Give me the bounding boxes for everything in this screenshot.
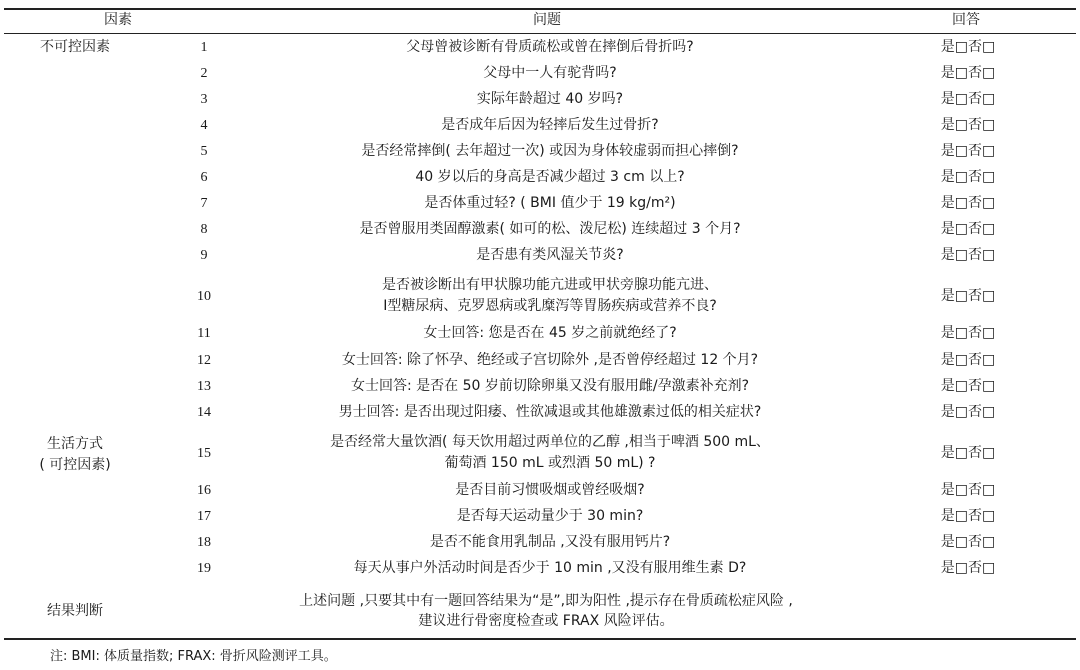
question-text: 父母中一人有驼背吗? (483, 65, 617, 81)
question-text: 是否经常摔倒( 去年超过一次) 或因为身体较虚弱而担心摔倒? (361, 143, 739, 159)
category-result: 结果判断 (47, 603, 103, 619)
row-number: 13 (197, 379, 211, 394)
answer-checkboxes[interactable]: 是□否□ (940, 445, 996, 461)
question-text: 女士回答: 除了怀孕、绝经或子宫切除外 ,是否曾停经超过 12 个月? (341, 352, 759, 368)
answer-checkboxes[interactable]: 是□否□ (940, 560, 996, 576)
result-line-2: 建议进行骨密度检查或 FRAX 风险评估。 (418, 613, 674, 629)
answer-checkboxes[interactable]: 是□否□ (940, 352, 996, 368)
row-number: 8 (200, 222, 208, 237)
question-text: 是否患有类风湿关节炎? (476, 247, 624, 263)
header-factor: 因素 (104, 12, 132, 28)
answer-checkboxes[interactable]: 是□否□ (940, 404, 996, 420)
answer-checkboxes[interactable]: 是□否□ (940, 325, 996, 341)
bottom-rule (4, 638, 1076, 640)
row-number: 19 (197, 561, 211, 576)
row-number: 16 (197, 483, 211, 498)
question-text: 是否曾服用类固醇激素( 如可的松、泼尼松) 连续超过 3 个月? (359, 221, 741, 237)
row-number: 4 (200, 118, 208, 133)
question-text: 女士回答: 您是否在 45 岁之前就绝经了? (423, 325, 677, 341)
question-text: 是否体重过轻? ( BMI 值少于 19 kg/m²) (424, 195, 676, 211)
row-number: 1 (200, 40, 208, 55)
answer-checkboxes[interactable]: 是□否□ (940, 143, 996, 159)
row-number: 5 (200, 144, 208, 159)
row-number: 15 (197, 446, 211, 461)
question-text: 40 岁以后的身高是否减少超过 3 cm 以上? (415, 169, 685, 185)
answer-checkboxes[interactable]: 是□否□ (940, 169, 996, 185)
question-text: 每天从事户外活动时间是否少于 10 min ,又没有服用维生素 D? (353, 560, 747, 576)
row-number: 6 (200, 170, 208, 185)
question-text: Ⅰ型糖尿病、克罗恩病或乳糜泻等胃肠疾病或营养不良? (383, 298, 717, 314)
row-number: 7 (200, 196, 208, 211)
header-answer: 回答 (952, 12, 980, 28)
answer-checkboxes[interactable]: 是□否□ (940, 482, 996, 498)
header-question: 问题 (533, 12, 561, 28)
answer-checkboxes[interactable]: 是□否□ (940, 221, 996, 237)
row-number: 3 (200, 92, 208, 107)
answer-checkboxes[interactable]: 是□否□ (940, 195, 996, 211)
answer-checkboxes[interactable]: 是□否□ (940, 534, 996, 550)
question-text: 实际年龄超过 40 岁吗? (476, 91, 624, 107)
answer-checkboxes[interactable]: 是□否□ (940, 65, 996, 81)
row-number: 18 (197, 535, 211, 550)
question-text: 是否经常大量饮酒( 每天饮用超过两单位的乙醇 ,相当于啤酒 500 mL、 (330, 434, 770, 450)
row-number: 2 (200, 66, 208, 81)
result-line-1: 上述问题 ,只要其中有一题回答结果为“是”,即为阳性 ,提示存在骨质疏松症风险 , (299, 593, 793, 609)
answer-checkboxes[interactable]: 是□否□ (940, 288, 996, 304)
row-number: 11 (197, 326, 211, 341)
row-number: 10 (197, 289, 211, 304)
category-lifestyle-line1: 生活方式 (47, 436, 103, 452)
row-number: 17 (197, 509, 211, 524)
question-text: 是否目前习惯吸烟或曾经吸烟? (455, 482, 645, 498)
question-text: 父母曾被诊断有骨质疏松或曾在摔倒后骨折吗? (406, 39, 694, 55)
question-text: 葡萄酒 150 mL 或烈酒 50 mL) ? (444, 455, 656, 471)
table-footnote: 注: BMI: 体质量指数; FRAX: 骨折风险测评工具。 (50, 649, 337, 664)
row-number: 14 (197, 405, 211, 420)
category-lifestyle-line2: ( 可控因素) (39, 457, 111, 473)
question-text: 男士回答: 是否出现过阳痿、性欲减退或其他雄激素过低的相关症状? (338, 404, 762, 420)
question-text: 是否被诊断出有甲状腺功能亢进或甲状旁腺功能亢进、 (382, 277, 718, 293)
question-text: 是否不能食用乳制品 ,又没有服用钙片? (429, 534, 671, 550)
row-number: 12 (197, 353, 211, 368)
answer-checkboxes[interactable]: 是□否□ (940, 117, 996, 133)
header-rule (4, 33, 1076, 34)
question-text: 女士回答: 是否在 50 岁前切除卵巢又没有服用雌/孕激素补充剂? (350, 378, 750, 394)
answer-checkboxes[interactable]: 是□否□ (940, 91, 996, 107)
answer-checkboxes[interactable]: 是□否□ (940, 508, 996, 524)
row-number: 9 (200, 248, 208, 263)
question-text: 是否每天运动量少于 30 min? (456, 508, 644, 524)
question-text: 是否成年后因为轻摔后发生过骨折? (441, 117, 659, 133)
answer-checkboxes[interactable]: 是□否□ (940, 39, 996, 55)
answer-checkboxes[interactable]: 是□否□ (940, 378, 996, 394)
answer-checkboxes[interactable]: 是□否□ (940, 247, 996, 263)
category-uncontrollable: 不可控因素 (40, 39, 110, 55)
